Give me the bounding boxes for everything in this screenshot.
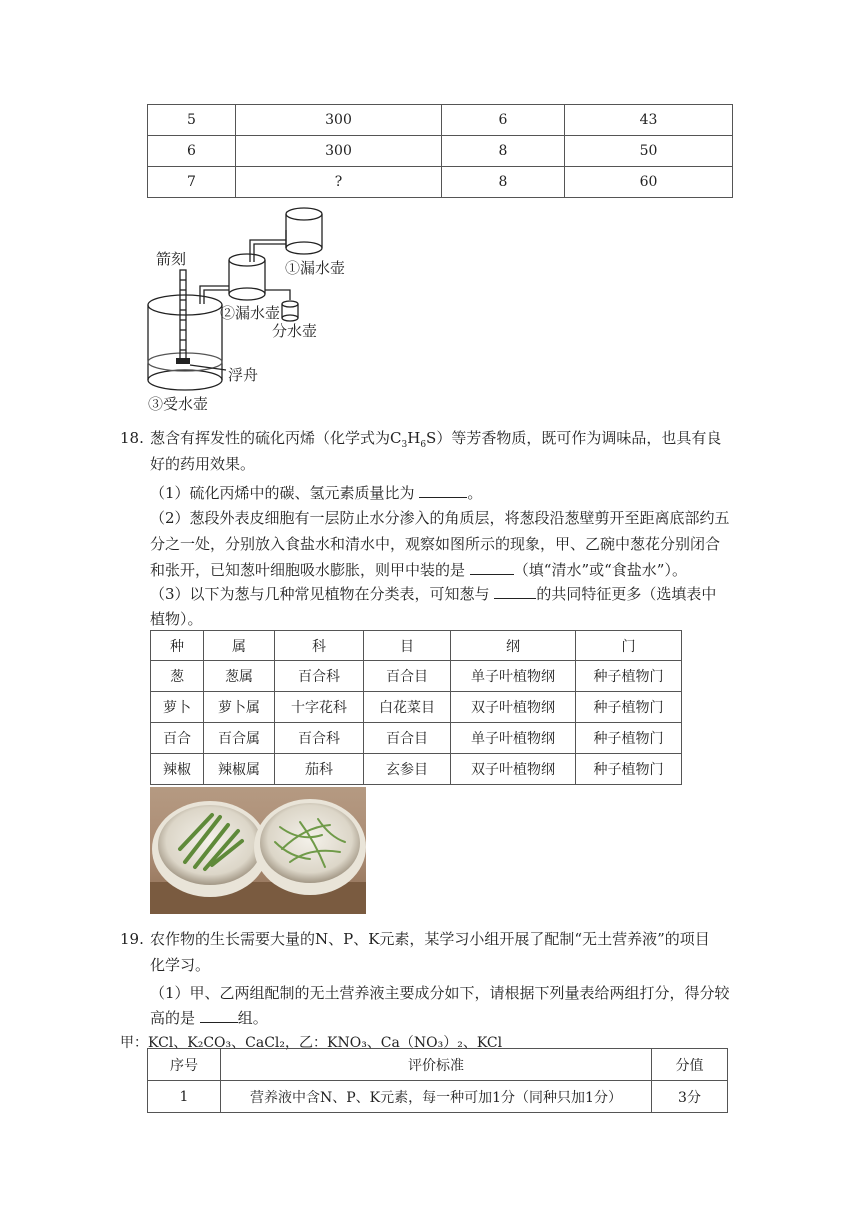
- table-row: [148, 105, 733, 136]
- table-cell: 7: [148, 167, 236, 198]
- q18-intro-text: 葱含有挥发性的硫化丙烯（化学式为C: [150, 429, 402, 447]
- table-cell: 种子植物门: [576, 661, 682, 692]
- table-cell: 43: [565, 105, 733, 136]
- table-cell: 6: [442, 105, 565, 136]
- table-cell: 百合科: [275, 723, 364, 754]
- table-cell: 60: [565, 167, 733, 198]
- table-cell: 300: [236, 136, 442, 167]
- table-row: [151, 661, 682, 692]
- table-cell: 茄科: [275, 754, 364, 785]
- table-cell: 萝卜: [151, 692, 204, 723]
- table-header-cell: 纲: [451, 631, 576, 661]
- table-cell: 单子叶植物纲: [451, 661, 576, 692]
- table-header-row: [151, 631, 682, 661]
- table-cell: 5: [148, 105, 236, 136]
- q18-part2-line1: （2）葱段外表皮细胞有一层防止水分渗入的角质层，将葱段沿葱壁剪开至距离底部约五: [150, 509, 730, 527]
- table-cell: 百合目: [364, 661, 451, 692]
- table-cell: 300: [236, 105, 442, 136]
- water-clock-diagram: [140, 200, 380, 415]
- table-cell: 单子叶植物纲: [451, 723, 576, 754]
- table-cell: 百合科: [275, 661, 364, 692]
- answer-blank[interactable]: [200, 1008, 238, 1023]
- q18-part2-text: 和张开，已知葱叶细胞吸水膨胀，则甲中装的是: [150, 561, 466, 579]
- bowls-illustration: [150, 787, 366, 914]
- table-header-cell: 属: [204, 631, 275, 661]
- q18-part1-text: （1）硫化丙烯中的碳、氢元素质量比为: [150, 484, 415, 502]
- table-cell: 玄参目: [364, 754, 451, 785]
- table-header-cell: 评价标准: [221, 1049, 652, 1081]
- question-19-number: 19.: [120, 930, 144, 948]
- question-19-intro-line1: 农作物的生长需要大量的N、P、K元素，某学习小组开展了配制“无土营养液”的项目: [150, 930, 710, 948]
- table-row: [148, 1081, 728, 1113]
- table-cell: 种子植物门: [576, 692, 682, 723]
- table-header-cell: 目: [364, 631, 451, 661]
- table-cell: 百合: [151, 723, 204, 754]
- q19-formula-line: 甲：KCl、K₂CO₃、CaCl₂，乙：KNO₃、Ca（NO₃）₂、KCl: [120, 1035, 503, 1051]
- q18-part1: [150, 480, 770, 506]
- subscript: 3: [401, 440, 408, 450]
- table-cell: ?: [236, 167, 442, 198]
- table-cell: 双子叶植物纲: [451, 754, 576, 785]
- table-header-cell: 分值: [652, 1049, 728, 1081]
- answer-blank[interactable]: [419, 483, 467, 498]
- q18-part2-line3: [150, 557, 770, 583]
- table-cell: 1: [148, 1081, 221, 1113]
- q18-part1-text: 。: [467, 484, 483, 502]
- table-cell: 白花菜目: [364, 692, 451, 723]
- top-data-table: [147, 104, 733, 198]
- question-19-intro-line2: 化学习。: [150, 956, 211, 974]
- table-cell: 8: [442, 167, 565, 198]
- arrow-label: 箭刻: [156, 250, 187, 268]
- question-18-number: 18.: [120, 429, 144, 447]
- evaluation-table: [147, 1048, 728, 1113]
- float-label: 浮舟: [228, 366, 259, 384]
- q19-part1-line2: [150, 1005, 770, 1031]
- q18-part2-text: （填“清水”或“食盐水”）。: [513, 561, 687, 579]
- q19-part1-text: 组。: [237, 1009, 268, 1027]
- table-header-cell: 种: [151, 631, 204, 661]
- scallion-bowls-photo: [150, 787, 366, 914]
- table-cell: 萝卜属: [204, 692, 275, 723]
- splitter-label: 分水壶: [272, 322, 318, 340]
- table-cell: 十字花科: [275, 692, 364, 723]
- table-cell: 辣椒属: [204, 754, 275, 785]
- answer-blank[interactable]: [494, 584, 536, 599]
- answer-blank[interactable]: [470, 560, 514, 575]
- table-cell: 种子植物门: [576, 723, 682, 754]
- pot3-label: ③受水壶: [148, 395, 209, 413]
- q18-intro-text: S）等芳香物质，既可作为调味品，也具有良: [426, 429, 722, 447]
- q18-part3-line1: [150, 581, 770, 607]
- table-row: [151, 723, 682, 754]
- table-row: [148, 136, 733, 167]
- table-cell: 50: [565, 136, 733, 167]
- q18-part2-line2: 分之一处，分别放入食盐水和清水中，观察如图所示的现象，甲、乙碗中葱花分别闭合: [150, 535, 721, 553]
- table-cell: 双子叶植物纲: [451, 692, 576, 723]
- q18-part3-text: 的共同特征更多（选填表中: [536, 585, 717, 603]
- table-cell: 葱: [151, 661, 204, 692]
- table-row: [151, 754, 682, 785]
- q18-intro-text: H: [407, 429, 421, 447]
- table-header-cell: 门: [576, 631, 682, 661]
- table-header-cell: 科: [275, 631, 364, 661]
- pot1-label: ①漏水壶: [285, 259, 346, 277]
- table-row: [148, 167, 733, 198]
- q19-part1-line1: （1）甲、乙两组配制的无土营养液主要成分如下，请根据下列量表给两组打分，得分较: [150, 984, 730, 1002]
- table-cell: 葱属: [204, 661, 275, 692]
- pot2-label: ②漏水壶: [220, 304, 281, 322]
- table-header-cell: 序号: [148, 1049, 221, 1081]
- table-header-row: [148, 1049, 728, 1081]
- table-cell: 6: [148, 136, 236, 167]
- table-cell: 种子植物门: [576, 754, 682, 785]
- table-cell: 辣椒: [151, 754, 204, 785]
- question-18-intro-line2: 好的药用效果。: [150, 455, 256, 473]
- table-cell: 3分: [652, 1081, 728, 1113]
- table-cell: 百合目: [364, 723, 451, 754]
- q18-part3-line2: 植物）。: [150, 610, 203, 628]
- q19-part1-text: 高的是: [150, 1009, 196, 1027]
- subscript: 6: [420, 440, 427, 450]
- table-cell: 百合属: [204, 723, 275, 754]
- q18-part3-text: （3）以下为葱与几种常见植物在分类表，可知葱与: [150, 585, 490, 603]
- table-cell: 营养液中含N、P、K元素，每一种可加1分（同种只加1分）: [221, 1081, 652, 1113]
- table-row: [151, 692, 682, 723]
- plant-classification-table: [150, 630, 682, 785]
- table-cell: 8: [442, 136, 565, 167]
